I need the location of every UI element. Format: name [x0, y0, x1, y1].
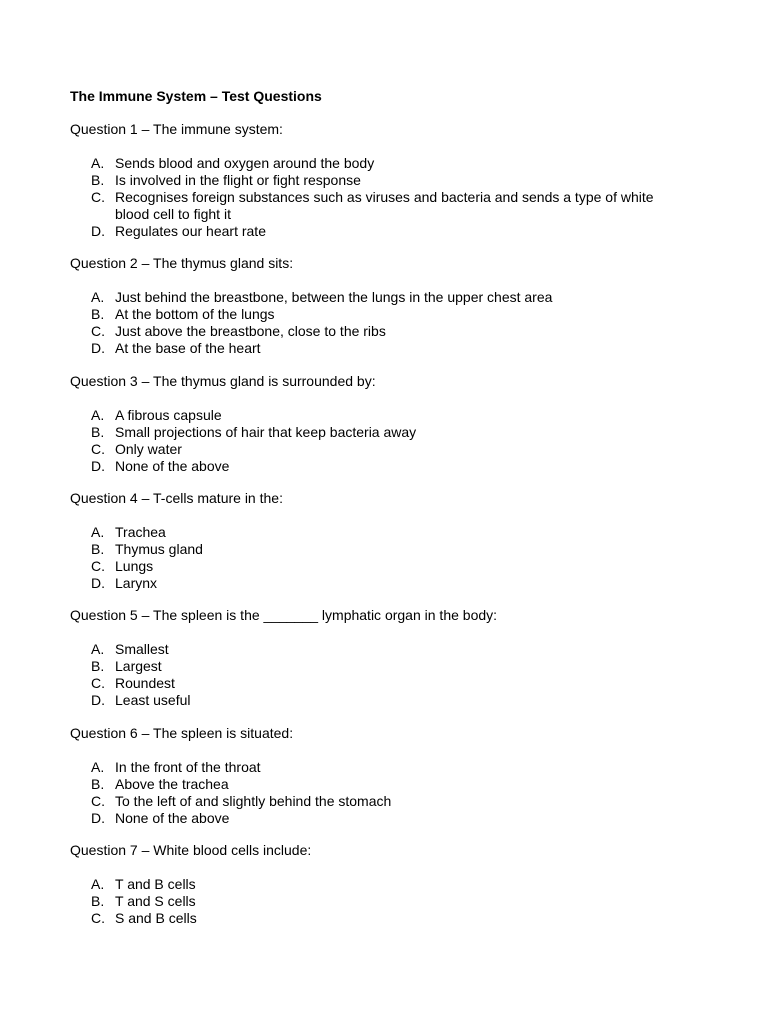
option-letter: C.: [91, 323, 105, 339]
option-item: [70, 458, 690, 475]
option-text: Just behind the breastbone, between the lungs in the upper chest area: [115, 289, 553, 305]
option-text: Largest: [115, 658, 162, 674]
option-letter: B.: [91, 541, 105, 557]
option-item: [70, 223, 690, 240]
options-list: [70, 524, 690, 592]
option-letter: B.: [91, 658, 105, 674]
option-letter: D.: [91, 575, 105, 591]
option-text: Recognises foreign substances such as viruses and bacteria and sends a type of white blood cell to fight it: [115, 189, 654, 222]
option-text: Small projections of hair that keep bacteria away: [115, 424, 417, 440]
options-list: [70, 155, 690, 240]
option-item: [70, 289, 690, 306]
question-2: [70, 255, 690, 357]
option-item: [70, 306, 690, 323]
option-letter: A.: [91, 876, 105, 892]
option-letter: D.: [91, 810, 105, 826]
option-text: Thymus gland: [115, 541, 203, 557]
option-text: Above the trachea: [115, 776, 229, 792]
option-item: [70, 155, 690, 172]
option-text: Least useful: [115, 692, 191, 708]
question-3: [70, 373, 690, 475]
option-item: [70, 340, 690, 357]
question-6: [70, 725, 690, 827]
document-title: The Immune System – Test Questions: [70, 88, 322, 104]
option-letter: A.: [91, 641, 105, 657]
option-item: [70, 524, 690, 541]
option-item: [70, 424, 690, 441]
option-item: [70, 876, 690, 893]
option-item: [70, 441, 690, 458]
option-text: None of the above: [115, 810, 230, 826]
question-4: [70, 490, 690, 592]
option-item: [70, 658, 690, 675]
option-text: Just above the breastbone, close to the ribs: [115, 323, 386, 339]
option-text: In the front of the throat: [115, 759, 261, 775]
options-list: [70, 289, 690, 357]
option-letter: A.: [91, 524, 105, 540]
option-text: None of the above: [115, 458, 230, 474]
option-letter: C.: [91, 675, 105, 691]
option-letter: C.: [91, 558, 105, 574]
option-letter: B.: [91, 172, 105, 188]
option-text: At the base of the heart: [115, 340, 261, 356]
option-letter: B.: [91, 776, 105, 792]
options-list: [70, 876, 690, 927]
option-letter: D.: [91, 458, 105, 474]
option-text: Is involved in the flight or fight response: [115, 172, 361, 188]
option-item: [70, 910, 690, 927]
question-text: Question 4 – T-cells mature in the:: [70, 490, 283, 506]
option-item: [70, 675, 690, 692]
option-item: [70, 759, 690, 776]
option-text: Smallest: [115, 641, 169, 657]
option-item: [70, 793, 690, 810]
option-item: [70, 558, 690, 575]
option-text: Trachea: [115, 524, 166, 540]
option-letter: C.: [91, 910, 105, 926]
question-text: Question 1 – The immune system:: [70, 121, 283, 137]
option-text: T and S cells: [115, 893, 196, 909]
option-item: [70, 810, 690, 827]
question-7: [70, 842, 690, 927]
option-text: Roundest: [115, 675, 175, 691]
option-item: [70, 641, 690, 658]
option-text: Lungs: [115, 558, 154, 574]
option-item: [70, 172, 690, 189]
question-text: Question 6 – The spleen is situated:: [70, 725, 294, 741]
option-item: [70, 575, 690, 592]
question-text: Question 2 – The thymus gland sits:: [70, 255, 294, 271]
option-text: A fibrous capsule: [115, 407, 222, 423]
option-letter: C.: [91, 441, 105, 457]
option-letter: C.: [91, 793, 105, 809]
option-letter: B.: [91, 893, 105, 909]
question-text: Question 3 – The thymus gland is surrounded by:: [70, 373, 376, 389]
option-text: T and B cells: [115, 876, 196, 892]
option-item: [70, 541, 690, 558]
option-text: Larynx: [115, 575, 158, 591]
question-5: [70, 607, 690, 709]
option-letter: D.: [91, 340, 105, 356]
option-item: [70, 893, 690, 910]
option-letter: C.: [91, 189, 105, 205]
option-item: [70, 189, 690, 223]
options-list: [70, 407, 690, 475]
option-letter: D.: [91, 223, 105, 239]
option-text: Regulates our heart rate: [115, 223, 266, 239]
option-item: [70, 776, 690, 793]
option-item: [70, 407, 690, 424]
option-text: To the left of and slightly behind the stomach: [115, 793, 392, 809]
option-text: Only water: [115, 441, 182, 457]
option-letter: A.: [91, 155, 105, 171]
question-text: Question 5 – The spleen is the _______ lymphatic organ in the body:: [70, 607, 498, 623]
option-text: S and B cells: [115, 910, 197, 926]
options-list: [70, 641, 690, 709]
option-text: Sends blood and oxygen around the body: [115, 155, 375, 171]
option-letter: A.: [91, 289, 105, 305]
option-letter: B.: [91, 424, 105, 440]
options-list: [70, 759, 690, 827]
option-letter: D.: [91, 692, 105, 708]
option-letter: A.: [91, 407, 105, 423]
option-letter: B.: [91, 306, 105, 322]
option-item: [70, 323, 690, 340]
option-text: At the bottom of the lungs: [115, 306, 275, 322]
question-text: Question 7 – White blood cells include:: [70, 842, 312, 858]
option-letter: A.: [91, 759, 105, 775]
question-1: [70, 121, 690, 240]
option-item: [70, 692, 690, 709]
